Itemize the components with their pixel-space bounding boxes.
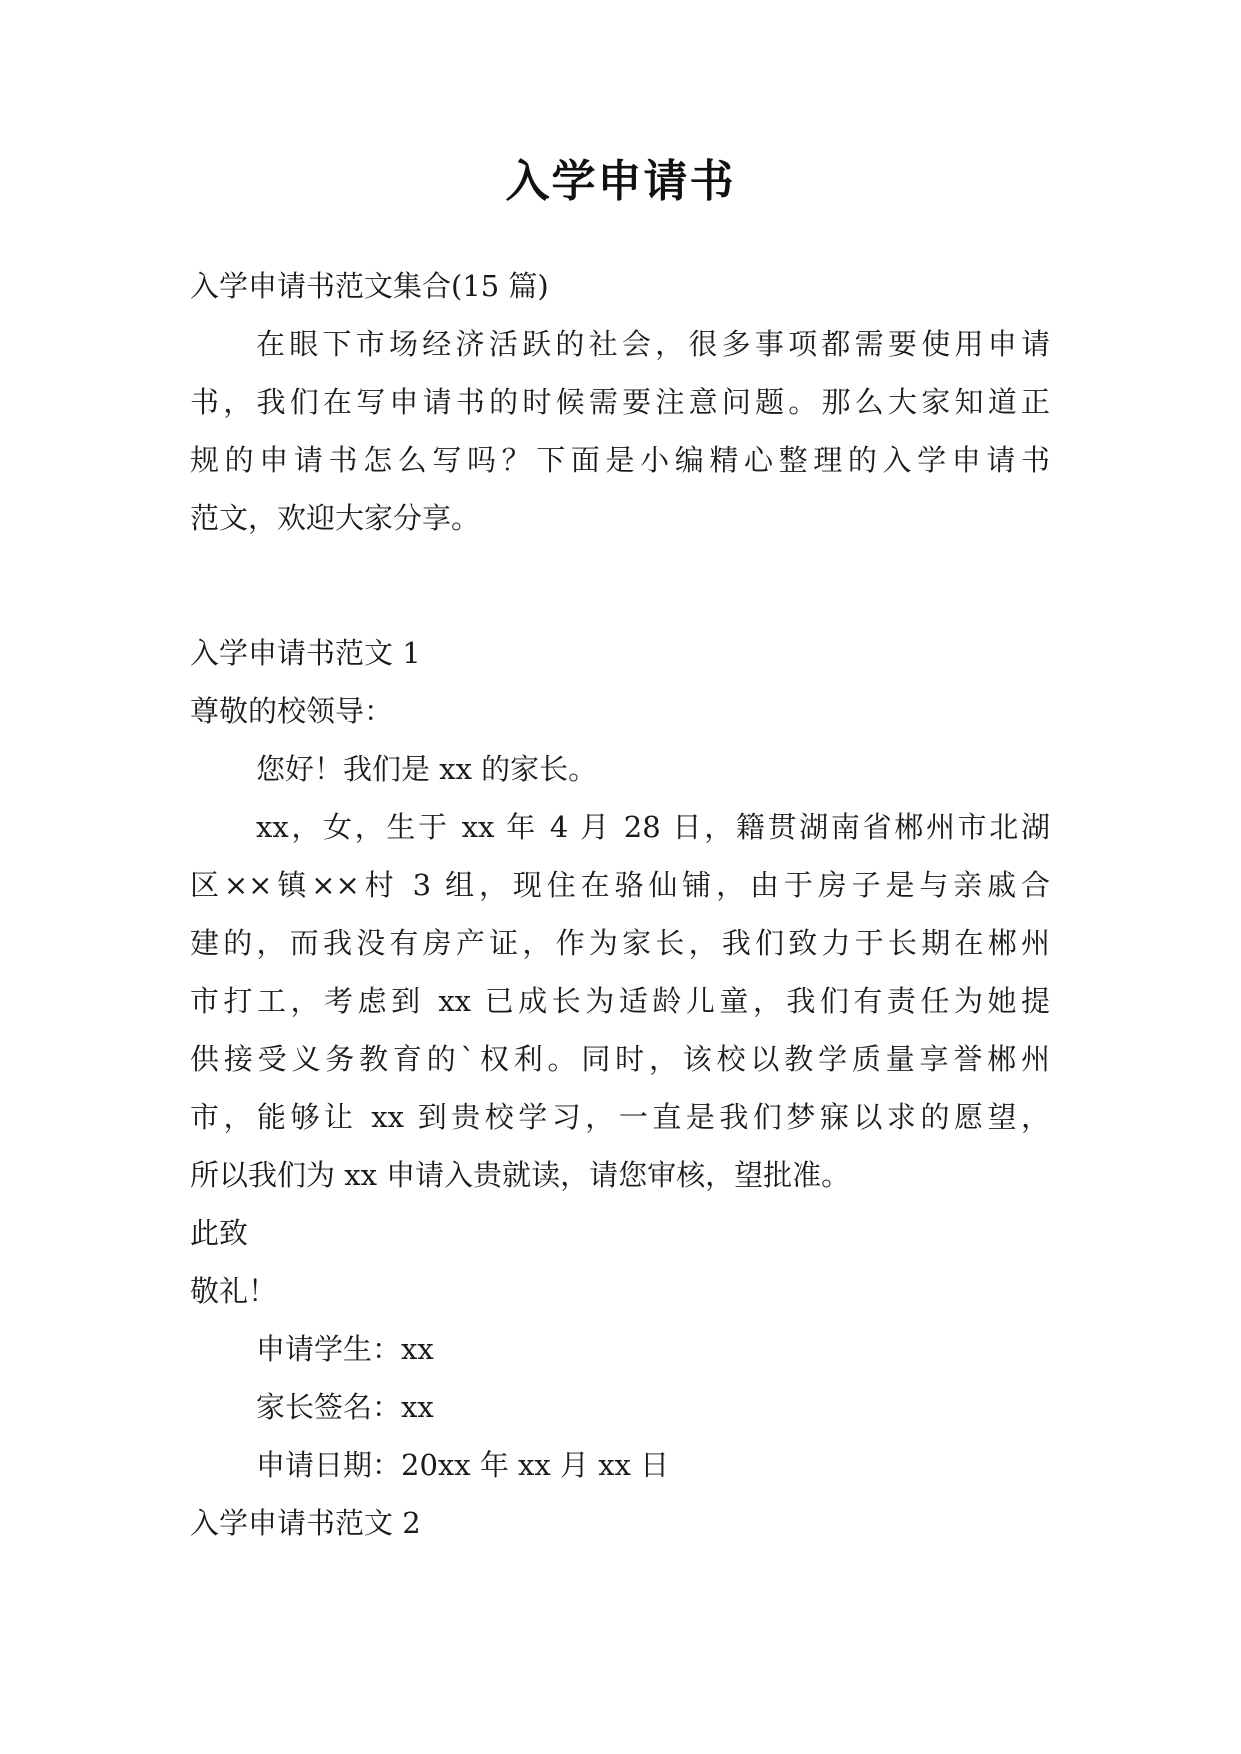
subtitle: 入学申请书范文集合(15 篇) (190, 269, 549, 303)
closing-line: 此致 (190, 1216, 249, 1250)
application-date: 申请日期：20xx 年 xx 月 xx 日 (256, 1448, 670, 1482)
body-paragraph-line: xx，女，生于 xx 年 4 月 28 日，籍贯湖南省郴州市北湖 (256, 810, 1050, 844)
body-paragraph-line: 建的，而我没有房产证，作为家长，我们致力于长期在郴州 (190, 926, 1050, 960)
section-heading: 入学申请书范文 1 (190, 636, 421, 670)
body-paragraph-line: 市打工，考虑到 xx 已成长为适龄儿童，我们有责任为她提 (190, 984, 1050, 1018)
intro-paragraph-line: 范文，欢迎大家分享。 (190, 501, 481, 535)
intro-paragraph-line: 书，我们在写申请书的时候需要注意问题。那么大家知道正 (190, 385, 1050, 419)
applicant-student: 申请学生：xx (256, 1332, 434, 1366)
greeting-line: 您好！我们是 xx 的家长。 (256, 752, 598, 786)
body-paragraph-line: 所以我们为 xx 申请入贵就读，请您审核，望批准。 (190, 1158, 851, 1192)
parent-signature: 家长签名：xx (256, 1390, 434, 1424)
salutation: 尊敬的校领导： (190, 694, 394, 728)
intro-paragraph-line: 规的申请书怎么写吗？下面是小编精心整理的入学申请书 (190, 443, 1050, 477)
body-paragraph-line: 区××镇××村 3 组，现住在骆仙铺，由于房子是与亲戚合 (190, 868, 1050, 902)
document-title: 入学申请书 (505, 156, 736, 207)
body-paragraph-line: 供接受义务教育的`权利。同时，该校以教学质量享誉郴州 (190, 1042, 1050, 1076)
intro-paragraph-line: 在眼下市场经济活跃的社会，很多事项都需要使用申请 (256, 327, 1050, 361)
section-heading: 入学申请书范文 2 (190, 1506, 421, 1540)
body-paragraph-line: 市，能够让 xx 到贵校学习，一直是我们梦寐以求的愿望， (190, 1100, 1050, 1134)
closing-line: 敬礼！ (190, 1274, 278, 1308)
